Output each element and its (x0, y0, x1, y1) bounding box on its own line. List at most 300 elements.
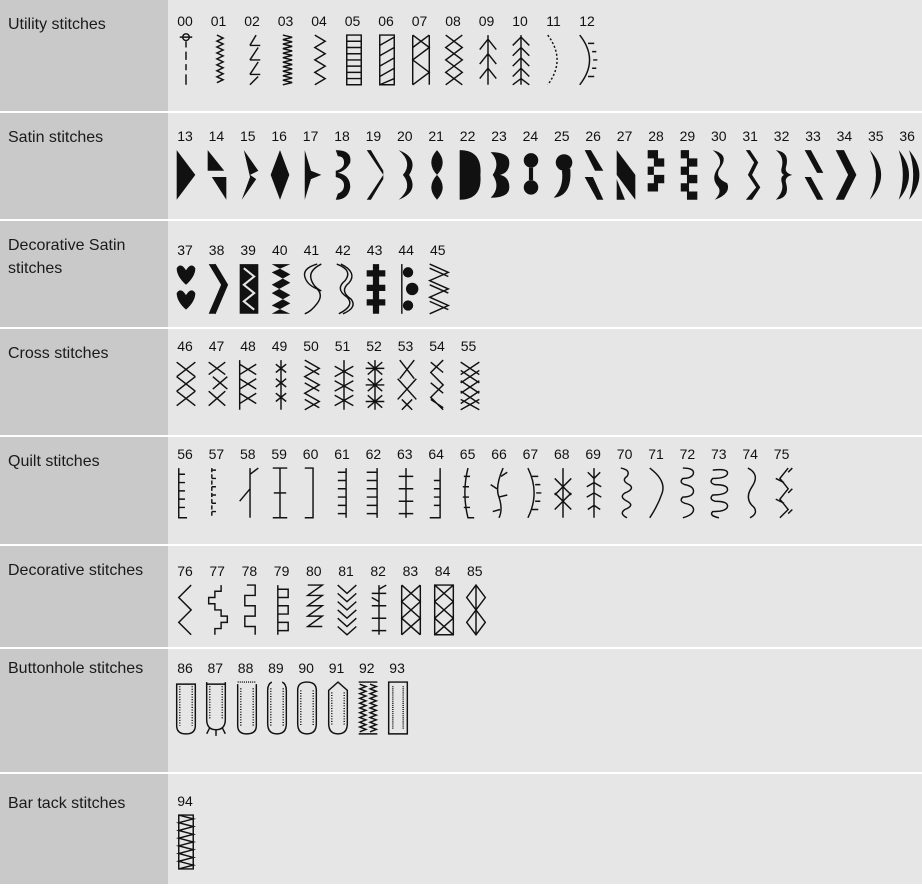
stitch-item (538, 12, 570, 108)
stitch-number: 84 (434, 563, 451, 579)
stitch-item (233, 562, 265, 658)
stitch-number: 50 (303, 338, 319, 354)
category-label-cell (0, 221, 168, 327)
stitch-item (199, 659, 231, 755)
stitch-item (303, 12, 335, 108)
stitch-item (766, 127, 798, 223)
stitch-number: 21 (428, 128, 444, 144)
q-herring-stitch-icon (769, 466, 797, 524)
stitch-number: 18 (334, 128, 350, 144)
stitch-item (295, 337, 327, 433)
sat-comma-stitch-icon (549, 148, 577, 206)
stitch-number: 68 (554, 446, 570, 462)
category-row-decorative-satin (0, 221, 922, 327)
sat-paren-stitch-icon (863, 148, 891, 206)
stitch-number: 12 (579, 13, 595, 29)
bh-point-stitch-icon (324, 680, 352, 738)
stitch-number: 36 (899, 128, 915, 144)
sat-slash-stitch-icon (800, 148, 828, 206)
sat-tri-right-stitch-icon (172, 148, 200, 206)
stitch-number: 35 (868, 128, 884, 144)
stitch-item (266, 562, 298, 658)
stitch-item (169, 792, 201, 888)
stitch-item (546, 127, 578, 223)
sat-n-stitch-icon (612, 148, 640, 206)
stitch-number: 08 (445, 13, 461, 29)
stitch-number: 06 (378, 13, 394, 29)
stitch-item (703, 127, 735, 223)
box-x-stitch-icon (407, 33, 435, 91)
cr-slant-stitch-icon (424, 358, 452, 416)
stitch-number: 54 (429, 338, 445, 354)
cr-xs-stitch-icon (204, 358, 232, 416)
stitch-item (232, 241, 264, 337)
stitch-item (357, 445, 389, 541)
stitch-item (264, 241, 296, 337)
arc-dot-stitch-icon (541, 33, 569, 91)
stitch-item (200, 127, 232, 223)
category-row-buttonhole (0, 649, 922, 772)
bh-round-stitch-icon (172, 680, 200, 738)
ds-band-stitch-icon (204, 262, 232, 320)
stitch-item (232, 337, 264, 433)
stitch-item (263, 445, 295, 541)
stitch-item (270, 12, 302, 108)
category-name: Utility stitches (8, 16, 106, 33)
category-name: Buttonhole stitches (8, 660, 144, 677)
stitch-item (577, 445, 609, 541)
stitch-item (640, 445, 672, 541)
stitch-number: 90 (298, 660, 314, 676)
stitch-item (571, 12, 603, 108)
sat-brace-stitch-icon (769, 148, 797, 206)
stitch-item (609, 445, 641, 541)
stitch-item (828, 127, 860, 223)
stitch-item (394, 562, 426, 658)
category-row-decorative (0, 546, 922, 647)
stitch-item (453, 337, 485, 433)
stitch-number: 93 (389, 660, 405, 676)
stitch-cell (168, 0, 922, 111)
sat-bigchevron-stitch-icon (831, 148, 859, 206)
q-bracket-stitch-icon (298, 466, 326, 524)
category-label-cell (0, 113, 168, 219)
stitch-number: 77 (209, 563, 225, 579)
sat-wave-stitch-icon (737, 148, 765, 206)
stitch-item (483, 445, 515, 541)
stitch-item (264, 337, 296, 433)
cr-star-stitch-icon (361, 358, 389, 416)
stitch-item (546, 445, 578, 541)
sat-chevron-stitch-icon (360, 148, 388, 206)
q-curve-stitch-icon (455, 466, 483, 524)
stitch-item (169, 445, 201, 541)
bh-fan-stitch-icon (202, 680, 230, 738)
cr-var-stitch-icon (393, 358, 421, 416)
q-hook-stitch-icon (235, 466, 263, 524)
stitch-item (459, 562, 491, 658)
category-name: Decorative stitches (8, 562, 144, 579)
feather-double-stitch-icon (507, 33, 535, 91)
bh-std-stitch-icon (233, 680, 261, 738)
stitch-cell (168, 546, 922, 647)
stitch-item (437, 12, 469, 108)
stitch-number: 85 (467, 563, 483, 579)
stitch-item (389, 127, 421, 223)
stitch-item (169, 659, 201, 755)
stitch-item (200, 445, 232, 541)
stitch-item (201, 337, 233, 433)
zigzag-stitch-icon (306, 33, 334, 91)
stitch-number: 03 (277, 13, 294, 29)
stitch-number: 65 (459, 446, 476, 462)
d-step-stitch-icon (204, 583, 232, 641)
stitch-item (295, 127, 327, 223)
d-diamonds-stitch-icon (462, 583, 490, 641)
q-meander-stitch-icon (674, 466, 702, 524)
bh-zig-stitch-icon (354, 680, 382, 738)
stitch-number: 67 (522, 446, 539, 462)
stitch-number: 02 (244, 13, 260, 29)
sat-z-stitch-icon (580, 148, 608, 206)
stitch-number: 28 (648, 128, 664, 144)
stitch-number: 78 (241, 563, 258, 579)
cr-x-stitch-icon (172, 358, 200, 416)
stitch-item (389, 445, 421, 541)
category-row-utility (0, 0, 922, 111)
stitch-number: 42 (335, 242, 351, 258)
stitch-number: 07 (411, 13, 428, 29)
stitch-item (358, 337, 390, 433)
arc-tick-stitch-icon (574, 33, 602, 91)
stitch-number: 94 (177, 793, 193, 809)
stitch-item (452, 127, 484, 223)
feather-stitch-icon (474, 33, 502, 91)
stitch-item (169, 12, 201, 108)
category-row-cross (0, 329, 922, 435)
zigzag-fine-stitch-icon (273, 33, 301, 91)
diamond-chain-stitch-icon (440, 33, 468, 91)
sat-tri-split-stitch-icon (203, 148, 231, 206)
stitch-item (514, 445, 546, 541)
stitch-number: 27 (616, 128, 633, 144)
stitch-number: 64 (428, 446, 444, 462)
d-sq-stitch-icon (236, 583, 264, 641)
stitch-item (891, 127, 922, 223)
stitch-item (390, 241, 422, 337)
stitch-item (766, 445, 798, 541)
ds-scurve-stitch-icon (298, 262, 326, 320)
box-diag-stitch-icon (373, 33, 401, 91)
stitch-item (326, 127, 358, 223)
stitch-number: 51 (334, 338, 351, 354)
stitch-number: 60 (302, 446, 319, 462)
stitch-item (351, 659, 383, 755)
stitch-number: 63 (397, 446, 413, 462)
stitch-item (298, 562, 330, 658)
cr-zig-stitch-icon (298, 358, 326, 416)
q-branch-stitch-icon (486, 466, 514, 524)
stitch-item (671, 445, 703, 541)
stitch-number: 79 (273, 563, 290, 579)
sat-s-stitch-icon (706, 148, 734, 206)
stitch-item (260, 659, 292, 755)
q-scurve-stitch-icon (737, 466, 765, 524)
stitch-number: 72 (679, 446, 696, 462)
category-label-cell (0, 437, 168, 544)
stitch-item (295, 445, 327, 541)
stitch-number: 10 (512, 13, 528, 29)
stitch-number: 59 (271, 446, 287, 462)
stitch-number: 29 (679, 128, 696, 144)
ds-cross-stitch-icon (362, 262, 390, 320)
stitch-item (381, 659, 413, 755)
stitch-item (734, 127, 766, 223)
stitch-cell (168, 774, 922, 884)
stitch-number: 15 (240, 128, 256, 144)
stitch-item (671, 127, 703, 223)
stitch-cell (168, 113, 922, 219)
stitch-item (514, 127, 546, 223)
bar-tack-stitch-icon (172, 813, 200, 871)
stitch-item (427, 562, 459, 658)
category-label-cell (0, 546, 168, 647)
sat-eight-stitch-icon (486, 148, 514, 206)
stitch-number: 56 (177, 446, 193, 462)
category-name: Cross stitches (8, 345, 109, 362)
stitch-item (420, 445, 452, 541)
stitch-number: 16 (271, 128, 287, 144)
cr-pl-stitch-icon (330, 358, 358, 416)
stitch-item (357, 127, 389, 223)
stitch-item (703, 445, 735, 541)
stitch-number: 09 (478, 13, 495, 29)
category-label-cell (0, 649, 168, 772)
d-zig-stitch-icon (172, 583, 200, 641)
sat-arrow-stitch-icon (298, 148, 326, 206)
stitch-number: 53 (397, 338, 414, 354)
stitch-number: 31 (742, 128, 758, 144)
stitch-number: 83 (402, 563, 419, 579)
stitch-item (421, 337, 453, 433)
stitch-item (370, 12, 402, 108)
stitch-item (471, 12, 503, 108)
cr-xd-stitch-icon (235, 358, 263, 416)
stitch-item (201, 241, 233, 337)
q-arcs-stitch-icon (643, 466, 671, 524)
stitch-item (290, 659, 322, 755)
ladder-stitch-icon (340, 33, 368, 91)
stitch-number: 38 (208, 242, 225, 258)
cr-thin-stitch-icon (267, 358, 295, 416)
stitch-number: 57 (208, 446, 225, 462)
stitch-item (169, 241, 201, 337)
triple-stitch-icon (239, 33, 267, 91)
q-dash-stitch-icon (203, 466, 231, 524)
stitch-item (295, 241, 327, 337)
stitch-item (337, 12, 369, 108)
stitch-item (577, 127, 609, 223)
bh-rect-stitch-icon (384, 680, 412, 738)
ds-buds-stitch-icon (393, 262, 421, 320)
stitch-number: 41 (303, 242, 320, 258)
stitch-number: 86 (177, 660, 193, 676)
sat-moon-stitch-icon (392, 148, 420, 206)
stitch-item (326, 445, 358, 541)
stitch-number: 14 (208, 128, 225, 144)
ds-hatch-stitch-icon (425, 262, 453, 320)
q-thick-stitch-icon (360, 466, 388, 524)
stitch-number: 01 (210, 13, 227, 29)
stitch-item (404, 12, 436, 108)
stitch-number: 13 (177, 128, 193, 144)
sat-bolt-stitch-icon (235, 148, 263, 206)
stitch-number: 19 (365, 128, 382, 144)
stitch-number: 49 (271, 338, 288, 354)
stitch-cell (168, 437, 922, 544)
stitch-number: 17 (302, 128, 319, 144)
sat-step-stitch-icon (643, 148, 671, 206)
stitch-number: 48 (240, 338, 256, 354)
d-comb-stitch-icon (269, 583, 297, 641)
ds-zig2-stitch-icon (267, 262, 295, 320)
stitch-number: 62 (365, 446, 382, 462)
category-name: Bar tack stitches (8, 795, 126, 812)
stitch-number: 44 (398, 242, 414, 258)
stitch-item (504, 12, 536, 108)
stitch-item (422, 241, 454, 337)
stitch-number: 66 (491, 446, 507, 462)
stitch-item (390, 337, 422, 433)
stitch-number: 23 (491, 128, 507, 144)
cr-dense-stitch-icon (456, 358, 484, 416)
q-comb-stitch-icon (172, 466, 200, 524)
stitch-number: 75 (773, 446, 790, 462)
stitch-number: 47 (208, 338, 225, 354)
q-tick-stitch-icon (392, 466, 420, 524)
category-name: Decorative Satin stitches (8, 237, 126, 277)
stitch-item (169, 562, 201, 658)
stitch-number: 71 (648, 446, 664, 462)
stitch-item (420, 127, 452, 223)
stitch-item (330, 562, 362, 658)
stitch-number: 45 (430, 242, 446, 258)
q-arc-stitch-icon (517, 466, 545, 524)
stitch-item (236, 12, 268, 108)
stitch-number: 82 (370, 563, 386, 579)
stitch-item (169, 127, 201, 223)
bh-key-stitch-icon (263, 680, 291, 738)
stretch-stitch-icon (206, 33, 234, 91)
stitch-number: 05 (344, 13, 361, 29)
stitch-number: 22 (459, 128, 476, 144)
category-label-cell (0, 0, 168, 111)
sat-leaf-stitch-icon (423, 148, 451, 206)
q-snow-stitch-icon (549, 466, 577, 524)
stitch-item (609, 127, 641, 223)
stitch-number: 52 (366, 338, 382, 354)
stitch-number: 34 (836, 128, 853, 144)
d-serp-stitch-icon (301, 583, 329, 641)
stitch-number: 00 (177, 13, 193, 29)
stitch-number: 61 (334, 446, 350, 462)
stitch-number: 87 (207, 660, 224, 676)
d-chev-stitch-icon (333, 583, 361, 641)
sat-dpar-stitch-icon (894, 148, 922, 206)
stitch-item (734, 445, 766, 541)
stitch-item (201, 562, 233, 658)
q-meander2-stitch-icon (706, 466, 734, 524)
q-right-stitch-icon (423, 466, 451, 524)
stitch-number: 20 (397, 128, 413, 144)
stitch-number: 26 (585, 128, 601, 144)
stitch-cell (168, 221, 922, 327)
q-squig-stitch-icon (612, 466, 640, 524)
stitch-number: 40 (272, 242, 288, 258)
category-row-satin (0, 113, 922, 219)
d-lattice-stitch-icon (430, 583, 458, 641)
stitch-number: 04 (311, 13, 327, 29)
stitch-number: 55 (460, 338, 477, 354)
stitch-number: 69 (585, 446, 601, 462)
stitch-item (263, 127, 295, 223)
stitch-number: 24 (522, 128, 539, 144)
stitch-item (640, 127, 672, 223)
stitch-number: 25 (554, 128, 570, 144)
stitch-cell (168, 649, 922, 772)
category-name: Quilt stitches (8, 453, 100, 470)
stitch-number: 74 (742, 446, 758, 462)
stitch-number: 91 (328, 660, 345, 676)
stitch-number: 43 (366, 242, 383, 258)
sat-half-disc-stitch-icon (455, 148, 483, 206)
stitch-number: 32 (773, 128, 790, 144)
stitch-number: 73 (711, 446, 727, 462)
q-comb-r-stitch-icon (329, 466, 357, 524)
d-tick-stitch-icon (365, 583, 393, 641)
d-box-stitch-icon (397, 583, 425, 641)
stitch-number: 80 (306, 563, 322, 579)
stitch-number: 89 (268, 660, 284, 676)
stitch-item (452, 445, 484, 541)
ds-heart-stitch-icon (172, 262, 200, 320)
sat-hook-stitch-icon (329, 148, 357, 206)
stitch-number: 58 (240, 446, 256, 462)
stitch-item (321, 659, 353, 755)
stitch-number: 37 (177, 242, 193, 258)
stitch-number: 88 (237, 660, 254, 676)
stitch-number: 76 (177, 563, 193, 579)
category-row-quilt (0, 437, 922, 544)
q-ibar-stitch-icon (266, 466, 294, 524)
ds-dbls-stitch-icon (330, 262, 358, 320)
category-name: Satin stitches (8, 129, 104, 146)
stitch-item (169, 337, 201, 433)
stitch-item (860, 127, 892, 223)
category-label-cell (0, 329, 168, 435)
stitch-item (232, 127, 264, 223)
stitch-number: 11 (546, 13, 561, 29)
stitch-item (359, 241, 391, 337)
stitch-number: 30 (711, 128, 727, 144)
sat-diamond-stitch-icon (266, 148, 294, 206)
stitch-item (232, 445, 264, 541)
stitch-item (362, 562, 394, 658)
stitch-cell (168, 329, 922, 435)
stitch-item (230, 659, 262, 755)
stitch-number: 33 (805, 128, 821, 144)
stitch-number: 39 (240, 242, 256, 258)
